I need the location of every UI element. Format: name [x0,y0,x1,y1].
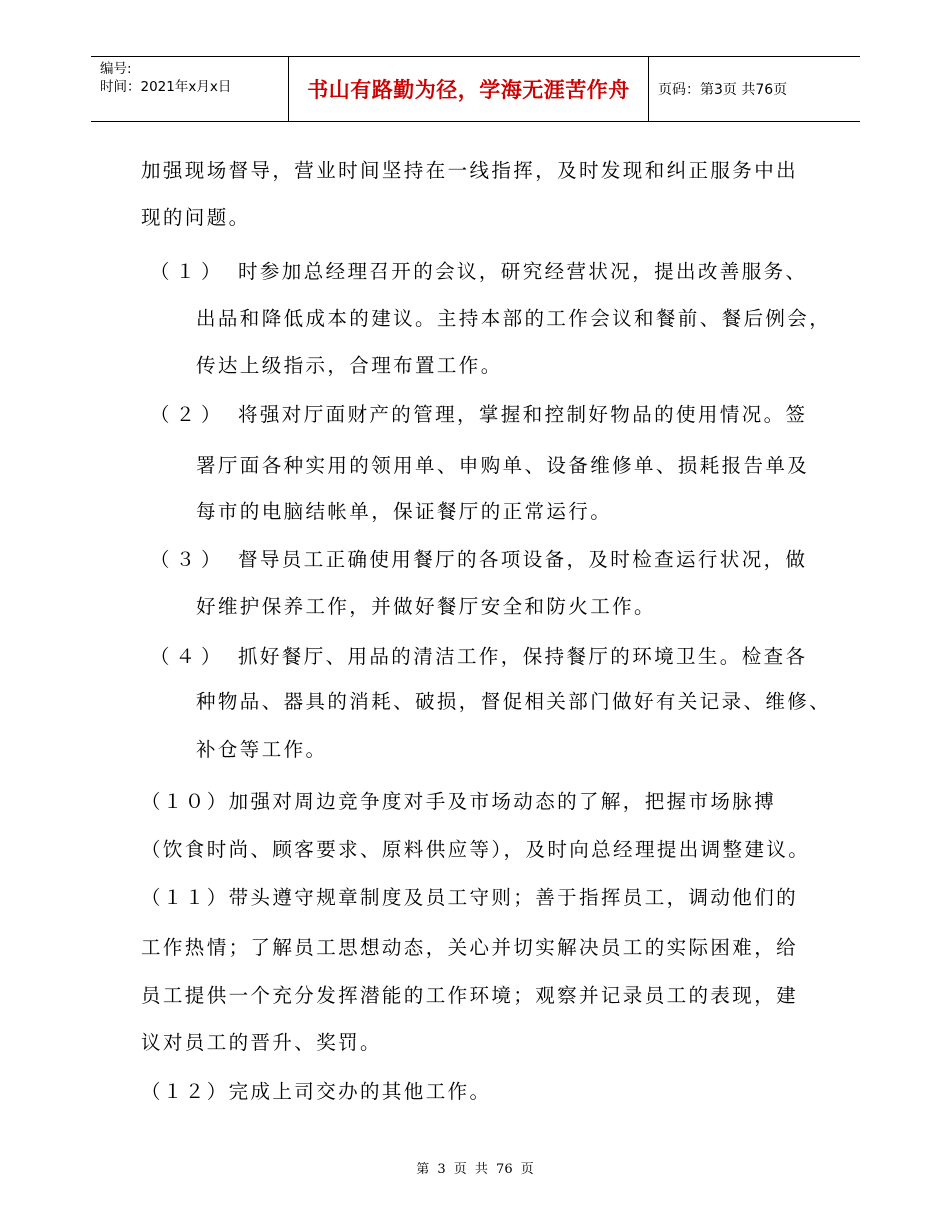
body-line: 将强对厅面财产的管理，掌握和控制好物品的使用情况。签 [238,403,808,426]
body-line: 好维护保养工作，并做好餐厅安全和防火工作。 [196,595,656,618]
body-line: （饮食时尚、顾客要求、原料供应等），及时向总经理提出调整建议。 [141,838,811,861]
body-line: （１１）带头遵守规章制度及员工守则；善于指挥员工，调动他们的 [141,886,799,909]
body-line: 署厅面各种实用的领用单、申购单、设备维修单、损耗报告单及 [196,454,810,477]
body-line: 出品和降低成本的建议。主持本部的工作会议和餐前、餐后例会， [196,307,832,330]
list-marker: （３） [150,548,227,571]
body-line: 加强现场督导，营业时间坚持在一线指挥，及时发现和纠正服务中出 [141,159,799,182]
document-number-label: 编号: [100,61,132,77]
page-footer: 第 3 页 共 76 页 [416,1162,534,1177]
body-line: 时参加总经理召开的会议，研究经营状况，提出改善服务、 [238,260,808,283]
body-line: 督导员工正确使用餐厅的各项设备，及时检查运行状况，做 [238,548,808,571]
body-line: 抓好餐厅、用品的清洁工作，保持餐厅的环境卫生。检查各 [238,645,808,668]
body-line: 现的问题。 [141,206,251,229]
list-marker: （１） [150,260,227,283]
document-time-label: 时间：2021年x月x日 [100,79,232,95]
body-line: （１０）加强对周边竞争度对手及市场动态的了解，把握市场脉搏 [141,790,777,813]
page-header [91,56,860,122]
header-motto-cell [288,57,649,121]
header-motto: 书山有路勤为径，学海无涯苦作舟 [307,78,630,102]
list-marker: （４） [150,645,227,668]
body-line: 传达上级指示，合理布置工作。 [196,354,503,377]
header-meta [91,57,288,121]
body-line: 员工提供一个充分发挥潜能的工作环境；观察并记录员工的表现，建 [141,984,799,1007]
body-line: 补仓等工作。 [196,738,328,761]
header-page-indicator: 页码：第3页 共76页 [658,82,788,98]
body-line: 议对员工的晋升、奖罚。 [141,1031,382,1054]
list-marker: （２） [150,403,227,426]
body-line: 每市的电脑结帐单，保证餐厅的正常运行。 [196,500,613,523]
body-line: 种物品、器具的消耗、破损，督促相关部门做好有关记录、维修、 [196,690,832,713]
body-line: 工作热情；了解员工思想动态，关心并切实解决员工的实际困难，给 [141,936,799,959]
body-line: （１２）完成上司交办的其他工作。 [141,1080,492,1103]
